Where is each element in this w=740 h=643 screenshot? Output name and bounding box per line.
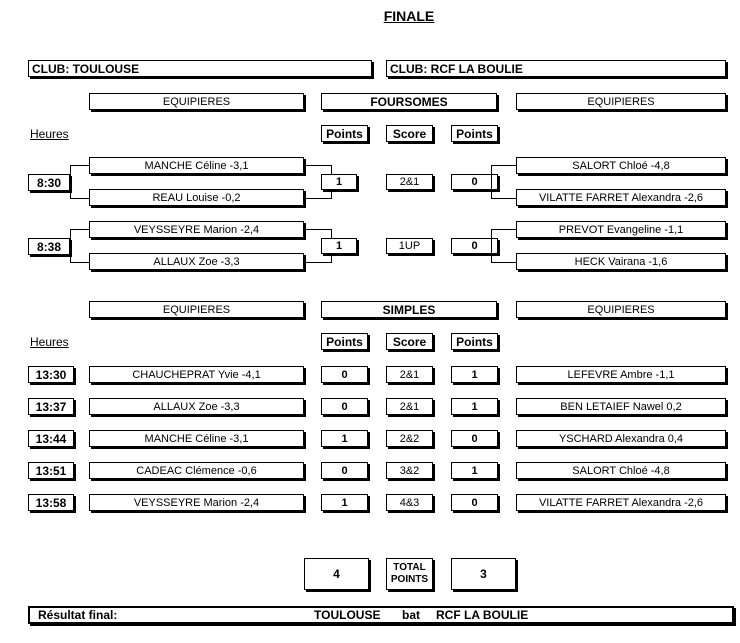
right-points: 1 (451, 462, 498, 479)
bracket-line (70, 229, 89, 230)
total-points-label-line1: TOTAL (393, 562, 426, 573)
match-score: 1UP (386, 238, 433, 254)
club-right-header: CLUB: RCF LA BOULIE (386, 60, 726, 77)
foursomes-left-points-header: Points (321, 125, 368, 142)
foursomes-left-equipieres-header: EQUIPIERES (89, 93, 304, 110)
bracket-line (70, 229, 71, 263)
bracket-line (70, 165, 71, 199)
match-time: 13:37 (28, 398, 74, 415)
simples-left-equipieres-header: EQUIPIERES (89, 301, 304, 318)
player-name: LEFEVRE Ambre -1,1 (516, 366, 726, 383)
club-left-header: CLUB: TOULOUSE (28, 60, 372, 77)
player-name: VILATTE FARRET Alexandra -2,6 (516, 494, 726, 511)
match-time: 8:30 (28, 174, 70, 191)
final-result-loser: RCF LA BOULIE (436, 608, 529, 622)
player-name: CADEAC Clémence -0,6 (89, 462, 304, 479)
bracket-line (491, 229, 516, 230)
simples-right-equipieres-header: EQUIPIERES (516, 301, 726, 318)
match-score: 2&1 (386, 366, 433, 383)
left-points: 1 (321, 430, 368, 447)
simples-left-points-header: Points (321, 333, 368, 350)
total-right: 3 (451, 558, 516, 590)
player-name: SALORT Chloé -4,8 (516, 462, 726, 479)
page-title: FINALE (383, 8, 435, 24)
player-name: MANCHE Céline -3,1 (89, 430, 304, 447)
simples-score-header: Score (386, 333, 433, 350)
right-points: 0 (451, 430, 498, 447)
left-points: 1 (321, 174, 357, 190)
total-points-label (386, 558, 433, 590)
foursomes-score-header: Score (386, 125, 433, 142)
player-name: SALORT Chloé -4,8 (516, 157, 726, 174)
right-points: 1 (451, 398, 498, 415)
match-score: 2&1 (386, 174, 433, 190)
final-result-verb: bat (402, 608, 420, 622)
simples-header: SIMPLES (321, 301, 497, 318)
match-score: 2&1 (386, 398, 433, 415)
match-time: 13:44 (28, 430, 74, 447)
player-name: ALLAUX Zoe -3,3 (89, 253, 304, 270)
match-time: 13:51 (28, 462, 74, 479)
match-time: 13:30 (28, 366, 74, 383)
player-name: YSCHARD Alexandra 0,4 (516, 430, 726, 447)
left-points: 0 (321, 366, 368, 383)
right-points: 1 (451, 366, 498, 383)
bracket-line (304, 198, 332, 199)
left-points: 1 (321, 494, 368, 511)
simples-heures-label: Heures (30, 335, 69, 349)
left-points: 0 (321, 398, 368, 415)
player-name: VILATTE FARRET Alexandra -2,6 (516, 189, 726, 206)
bracket-line (70, 198, 89, 199)
match-time: 8:38 (28, 238, 70, 255)
right-points: 0 (451, 238, 498, 254)
bracket-line (491, 165, 492, 199)
bracket-line (491, 262, 516, 263)
left-points: 0 (321, 462, 368, 479)
player-name: CHAUCHEPRAT Yvie -4,1 (89, 366, 304, 383)
bracket-line (70, 165, 89, 166)
match-time: 13:58 (28, 494, 74, 511)
final-result-bar (28, 606, 734, 624)
bracket-line (304, 262, 332, 263)
player-name: VEYSSEYRE Marion -2,4 (89, 221, 304, 238)
simples-right-points-header: Points (451, 333, 498, 350)
match-score: 4&3 (386, 494, 433, 511)
bracket-line (70, 262, 89, 263)
total-left: 4 (304, 558, 369, 590)
bracket-line (491, 229, 492, 263)
final-result-winner: TOULOUSE (314, 608, 381, 622)
player-name: REAU Louise -0,2 (89, 189, 304, 206)
player-name: BEN LETAIEF Nawel 0,2 (516, 398, 726, 415)
match-score: 3&2 (386, 462, 433, 479)
bracket-line (304, 165, 332, 166)
bracket-line (491, 198, 516, 199)
player-name: HECK Vairana -1,6 (516, 253, 726, 270)
player-name: MANCHE Céline -3,1 (89, 157, 304, 174)
player-name: VEYSSEYRE Marion -2,4 (89, 494, 304, 511)
bracket-line (304, 229, 332, 230)
total-points-label-line2: POINTS (390, 574, 429, 585)
match-score: 2&2 (386, 430, 433, 447)
foursomes-header: FOURSOMES (321, 93, 497, 110)
foursomes-right-equipieres-header: EQUIPIERES (516, 93, 726, 110)
foursomes-right-points-header: Points (451, 125, 498, 142)
final-result-label: Résultat final: (38, 608, 118, 622)
right-points: 0 (451, 174, 498, 190)
foursomes-heures-label: Heures (30, 127, 69, 141)
player-name: PREVOT Evangeline -1,1 (516, 221, 726, 238)
bracket-line (491, 165, 516, 166)
player-name: ALLAUX Zoe -3,3 (89, 398, 304, 415)
left-points: 1 (321, 238, 357, 254)
right-points: 0 (451, 494, 498, 511)
